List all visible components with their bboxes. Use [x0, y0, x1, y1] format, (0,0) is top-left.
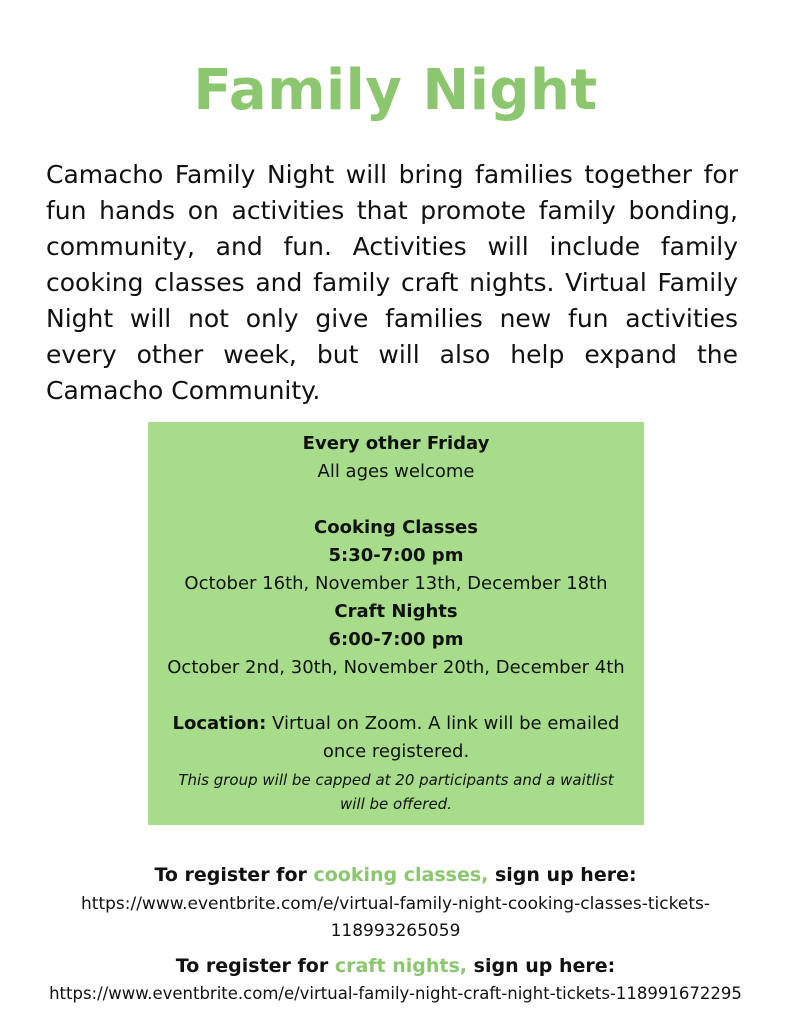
cooking-time: 5:30-7:00 pm	[328, 545, 464, 566]
craft-dates: October 2nd, 30th, November 20th, December 4th	[167, 657, 625, 678]
register-prefix: To register for	[175, 955, 335, 977]
cooking-register-section	[0, 864, 791, 945]
location-text: Virtual on Zoom. A link will be emailed once registered.	[266, 713, 620, 762]
register-suffix: sign up here:	[467, 955, 616, 977]
cooking-register-link[interactable]: https://www.eventbrite.com/e/virtual-family-night-cooking-classes-tickets-118993265059	[81, 894, 710, 941]
craft-time: 6:00-7:00 pm	[328, 629, 464, 650]
spacer	[148, 682, 644, 710]
craft-register-link[interactable]: https://www.eventbrite.com/e/virtual-family-night-craft-night-tickets-118991672295	[49, 984, 742, 1003]
event-info-box	[148, 422, 644, 825]
spacer	[148, 486, 644, 514]
page-title: Family Night	[193, 58, 598, 123]
cooking-dates: October 16th, November 13th, December 18th	[184, 573, 608, 594]
craft-register-section	[0, 955, 791, 1007]
cooking-highlight: cooking classes,	[313, 864, 489, 886]
craft-highlight: craft nights,	[334, 955, 468, 977]
craft-register-heading	[0, 955, 791, 977]
location-label: Location:	[172, 713, 267, 734]
cooking-register-heading	[0, 864, 791, 886]
location-line	[148, 710, 644, 766]
ages-text: All ages welcome	[317, 461, 475, 482]
register-prefix: To register for	[154, 864, 314, 886]
schedule-heading: Every other Friday	[302, 433, 490, 454]
cooking-heading: Cooking Classes	[314, 517, 478, 538]
intro-paragraph: Camacho Family Night will bring families together for fun hands on activities that promote family bonding, community, and fun. Activities will include family cooking classes and family craft nights. Virtual Family Night will not only give families new fun activities every other week, but will also help expand the Camacho Community.	[46, 160, 738, 405]
craft-heading: Craft Nights	[334, 601, 458, 622]
register-suffix: sign up here:	[488, 864, 637, 886]
capacity-note: This group will be capped at 20 participants and a waitlist will be offered.	[178, 771, 614, 813]
